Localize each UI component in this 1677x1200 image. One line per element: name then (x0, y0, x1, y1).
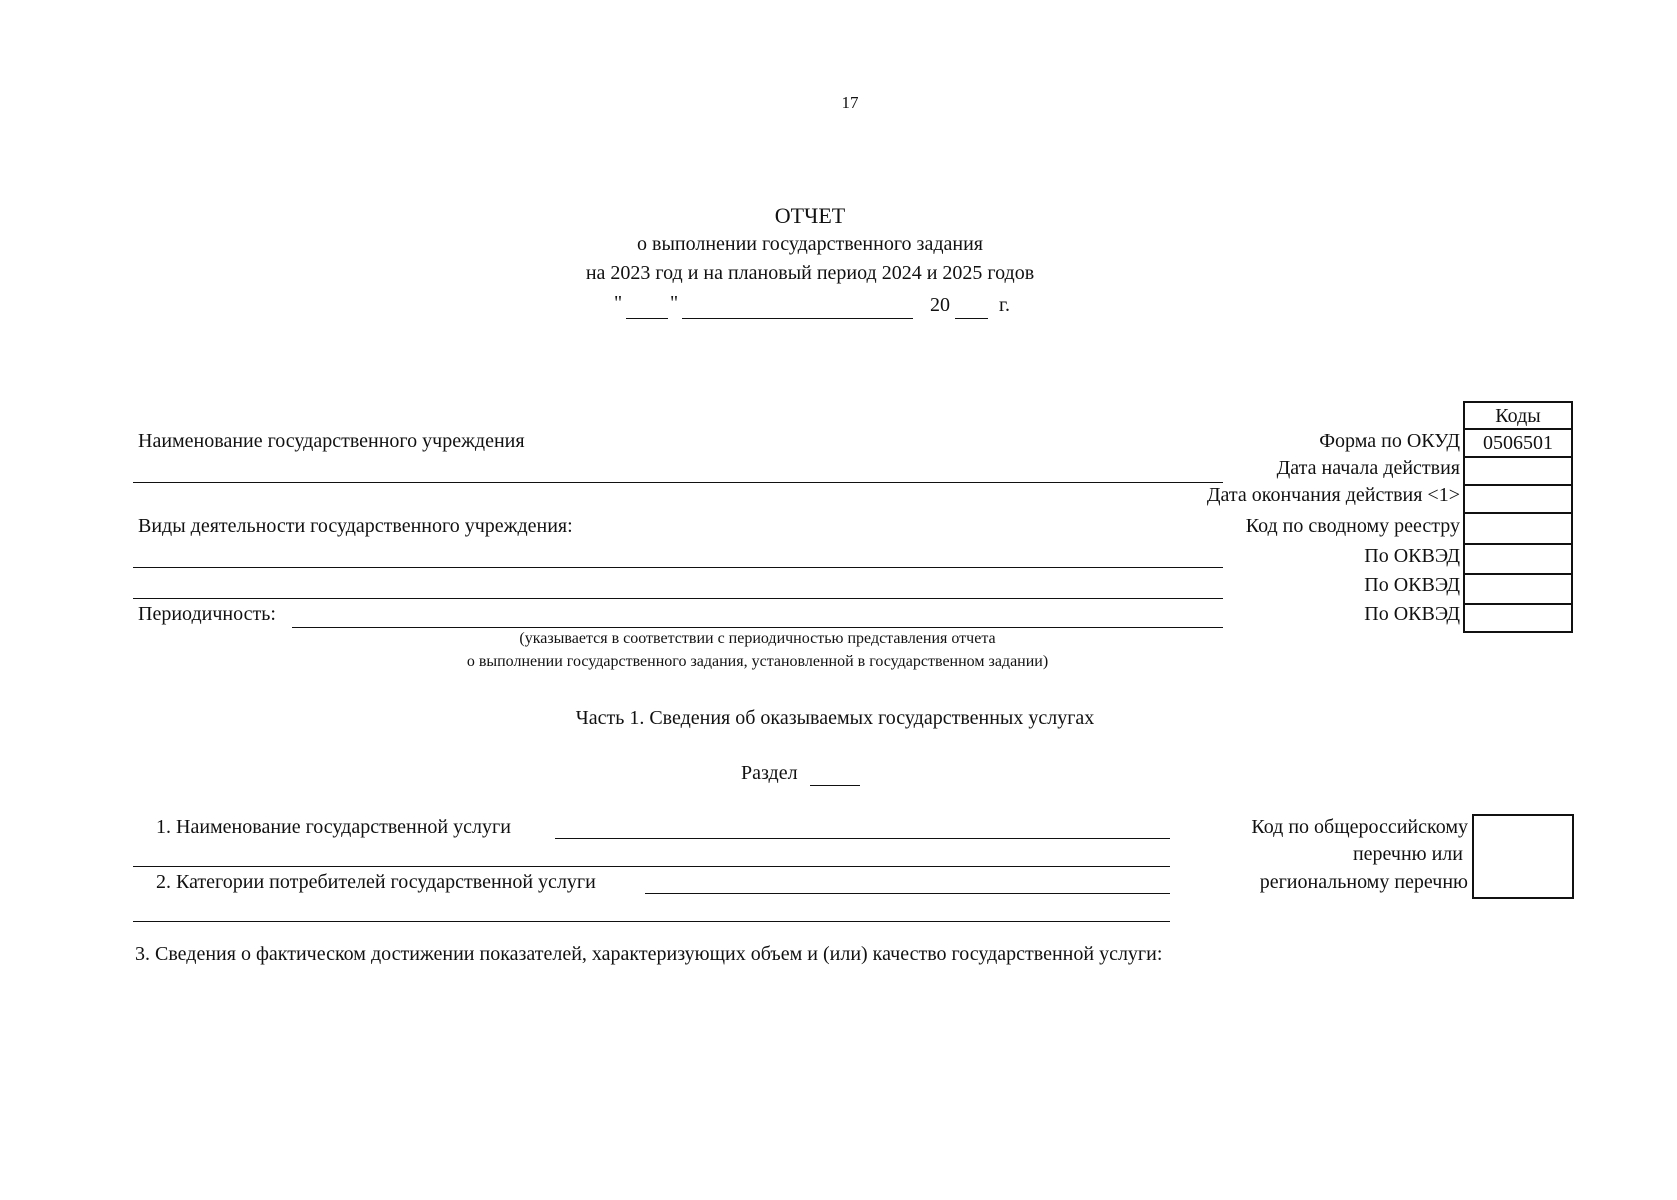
section-number-field[interactable] (810, 785, 860, 786)
section-label: Раздел (741, 762, 798, 784)
consumers-label: 2. Категории потребителей государственной услуги (156, 871, 596, 893)
date-month-field[interactable] (682, 318, 913, 319)
service-name-label: 1. Наименование государственной услуги (156, 816, 511, 838)
code-value-okved-2[interactable] (1465, 575, 1571, 605)
code-label-end-date: Дата окончания действия <1> (1206, 484, 1460, 506)
code-value-registry[interactable] (1465, 514, 1571, 545)
service-name-field-2[interactable] (133, 866, 1170, 867)
date-quote-close: " (670, 292, 679, 314)
consumers-field[interactable] (645, 893, 1170, 894)
code-label-okved-1: По ОКВЭД (1364, 545, 1460, 567)
periodicity-label: Периодичность: (138, 603, 276, 625)
okpd-label-3: региональному перечню (1259, 871, 1468, 893)
report-title: ОТЧЕТ (774, 203, 846, 228)
codes-table (1463, 428, 1573, 633)
code-label-start-date: Дата начала действия (1276, 457, 1460, 479)
activities-field-1[interactable] (133, 567, 1223, 568)
code-value-okud: 0506501 (1465, 430, 1571, 458)
activities-field-2[interactable] (133, 598, 1223, 599)
periodicity-field[interactable] (292, 627, 1223, 628)
periodicity-note-2: о выполнении государственного задания, установленной в государственном задании) (466, 653, 1049, 670)
page-number: 17 (841, 93, 859, 112)
institution-name-field[interactable] (133, 482, 1223, 483)
codes-header: Коды (1463, 401, 1573, 428)
service-name-field[interactable] (555, 838, 1170, 839)
date-quote-open: " (614, 292, 623, 314)
indicators-label: 3. Сведения о фактическом достижении показателей, характеризующих объем и (или) качество государственной услуги: (135, 943, 1163, 965)
code-label-registry: Код по сводному реестру (1245, 515, 1460, 537)
activities-label: Виды деятельности государственного учреждения: (138, 515, 573, 537)
code-label-okved-3: По ОКВЭД (1364, 603, 1460, 625)
date-year-field[interactable] (955, 318, 988, 319)
date-day-field[interactable] (626, 318, 668, 319)
code-label-okud: Форма по ОКУД (1319, 430, 1460, 452)
code-value-start-date[interactable] (1465, 458, 1571, 486)
periodicity-note-1: (указывается в соответствии с периодичностью представления отчета (519, 630, 996, 647)
okpd-label-2: перечню или (1352, 843, 1463, 865)
date-year-prefix: 20 (930, 294, 950, 316)
okpd-label-1: Код по общероссийскому (1251, 816, 1468, 838)
part1-title: Часть 1. Сведения об оказываемых государственных услугах (575, 707, 1095, 729)
code-value-end-date[interactable] (1465, 486, 1571, 514)
date-year-suffix: г. (999, 294, 1010, 316)
consumers-field-2[interactable] (133, 921, 1170, 922)
code-value-okved-1[interactable] (1465, 545, 1571, 575)
okpd-code-box[interactable] (1472, 814, 1574, 899)
report-subtitle-1: о выполнении государственного задания (637, 233, 983, 255)
report-subtitle-2: на 2023 год и на плановый период 2024 и 2025 годов (585, 262, 1035, 284)
code-label-okved-2: По ОКВЭД (1364, 574, 1460, 596)
code-value-okved-3[interactable] (1465, 605, 1571, 631)
institution-name-label: Наименование государственного учреждения (138, 430, 525, 452)
